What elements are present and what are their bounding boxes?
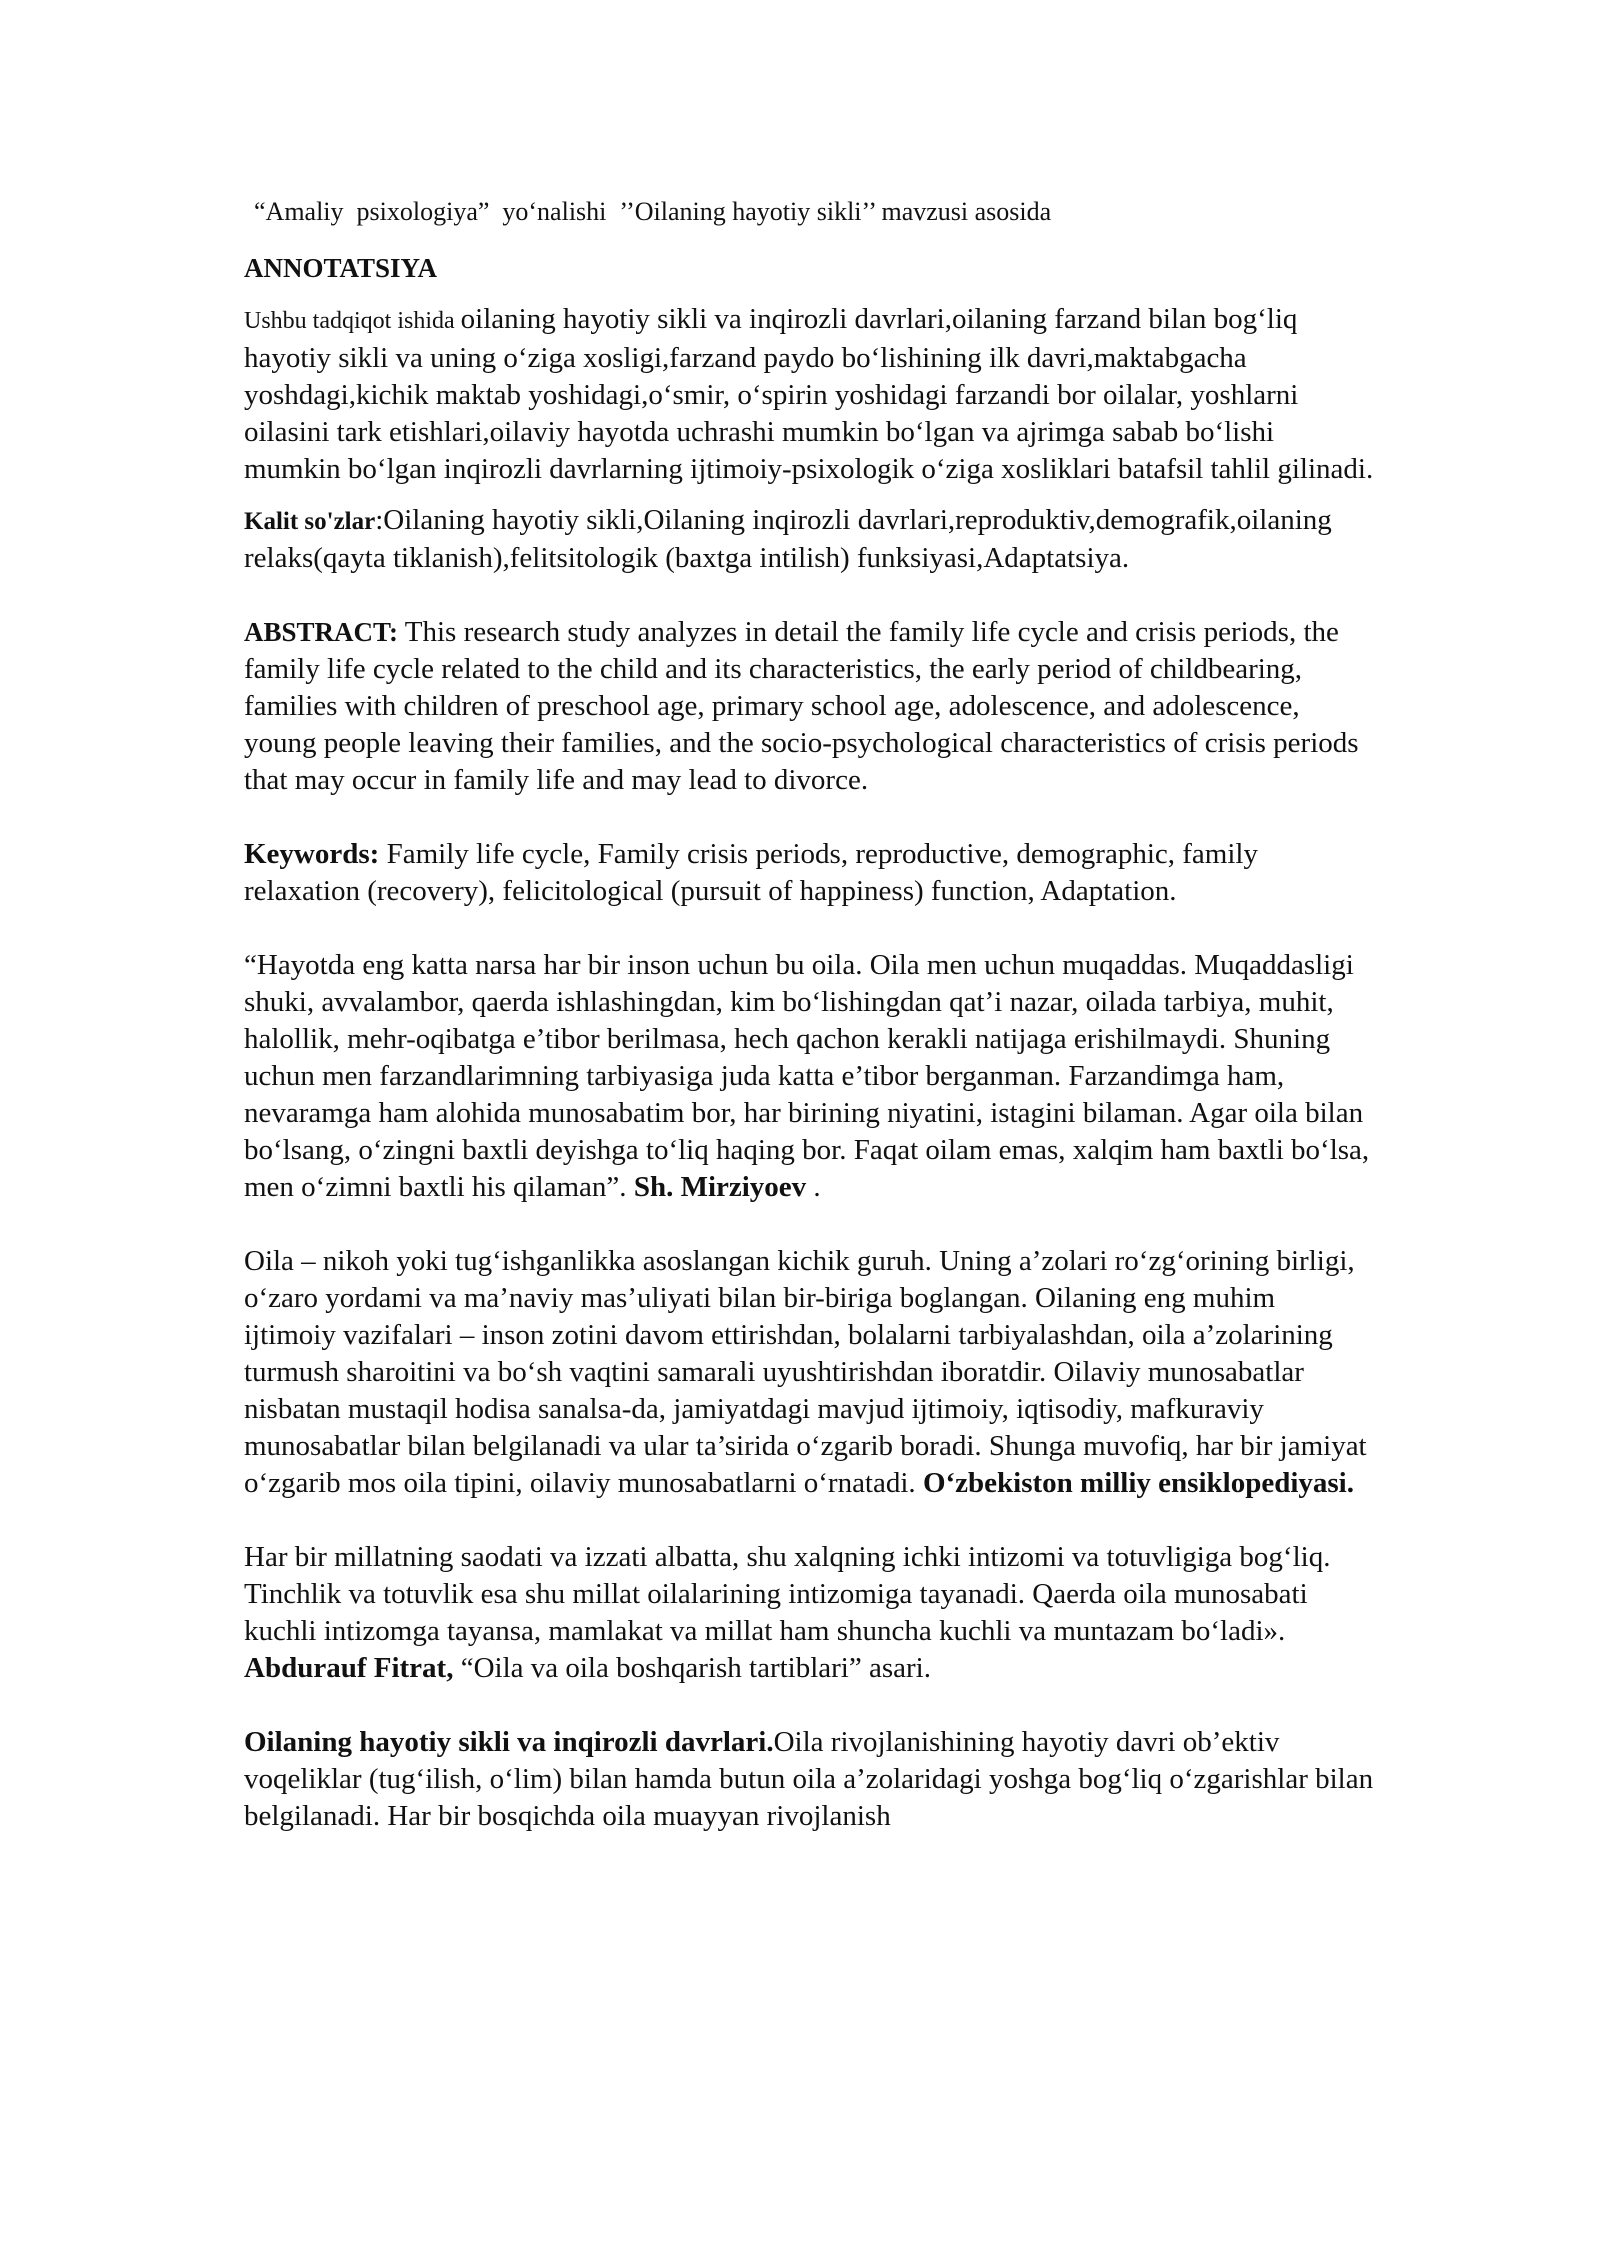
abstract-paragraph bbox=[244, 614, 1374, 799]
keywords-label: Keywords: bbox=[244, 838, 380, 870]
section-paragraph bbox=[244, 1724, 1374, 1835]
annotation-body: oilaning hayotiy sikli va inqirozli davrlari,oilaning farzand bilan bog‘liq hayotiy sikli va uning o‘ziga xosligi,farzand paydo bo‘lishining ilk davri,maktabgacha yoshdagi,kichik maktab yoshidagi,o‘smir, o‘spirin yoshidagi farzandi bor oilalar, yoshlarni oilasini tark etishlari,oilaviy hayotda uchrashi mumkin bo‘lgan va ajrimga sabab bo‘lishi mumkin bo‘lgan inqirozli davrlarning ijtimoiy-psixologik o‘ziga xosliklari batafsil tahlil gilinadi. bbox=[244, 303, 1374, 485]
mirziyoev-tail: . bbox=[806, 1171, 821, 1203]
mirziyoev-quote bbox=[244, 947, 1374, 1206]
annotation-paragraph bbox=[244, 301, 1374, 488]
kalit-sozlar-label: Kalit so'zlar bbox=[244, 508, 376, 535]
section-heading: Oilaning hayotiy sikli va inqirozli davrlari. bbox=[244, 1726, 774, 1758]
fitrat-quote-text: Har bir millatning saodati va izzati albatta, shu xalqning ichki intizomi va totuvligiga bog‘liq. Tinchlik va totuvlik esa shu millat oilalarining intizomiga tayanadi. Qaerda oila munosabati kuchli intizomga tayansa, mamlakat va millat ham shuncha kuchli va muntazam bo‘ladi». bbox=[244, 1541, 1331, 1647]
encyclopedia-quote bbox=[244, 1243, 1374, 1502]
keywords-paragraph bbox=[244, 836, 1374, 910]
fitrat-tail: “Oila va oila boshqarish tartiblari” asari. bbox=[453, 1652, 931, 1684]
section-text: Oila rivojlanishining hayotiy davri ob’ektiv voqeliklar (tug‘ilish, o‘lim) bilan hamda butun oila a’zolaridagi yoshga bog‘liq o‘zgarishlar bilan belgilanadi. Har bir bosqichda oila muayyan rivojlanish bbox=[244, 1726, 1374, 1832]
fitrat-author: Abdurauf Fitrat, bbox=[244, 1652, 454, 1684]
encyclopedia-source: O‘zbekiston milliy ensiklopediyasi. bbox=[922, 1467, 1354, 1499]
document-header: “Amaliy psixologiya” yo‘nalishi ’’Oilaning hayotiy sikli’’ mavzusi asosida bbox=[254, 197, 1052, 226]
document-page bbox=[244, 195, 1374, 1835]
abstract-text: This research study analyzes in detail the family life cycle and crisis periods, the family life cycle related to the child and its characteristics, the early period of childbearing, families with children of preschool age, primary school age, adolescence, and adolescence, young people leaving their families, and the socio-psychological characteristics of crisis periods that may occur in family life and may lead to divorce. bbox=[244, 616, 1359, 796]
kalit-sozlar-paragraph bbox=[244, 502, 1374, 577]
mirziyoev-author: Sh. Mirziyoev bbox=[633, 1171, 807, 1203]
fitrat-quote bbox=[244, 1539, 1374, 1687]
abstract-label: ABSTRACT: bbox=[244, 617, 399, 647]
encyclopedia-quote-text: Oila – nikoh yoki tug‘ishganlikka asoslangan kichik guruh. Uning a’zolari ro‘zg‘orining birligi, o‘zaro yordami va ma’naviy mas’uliyati bilan bir-biriga boglangan. Oilaning eng muhim ijtimoiy vazifalari – inson zotini davom ettirishdan, bolalarni tarbiyalashdan, oila a’zolarining turmush sharoitini va bo‘sh vaqtini samarali uyushtirishdan iboratdir. Oilaviy munosabatlar nisbatan mustaqil hodisa sanalsa-da, jamiyatdagi mavjud ijtimoiy, iqtisodiy, mafkuraviy munosabatlar bilan belgilanadi va ular ta’sirida o‘zgarib boradi. Shunga muvofiq, har bir jamiyat o‘zgarib mos oila tipini, oilaviy munosabatlarni o‘rnatadi. bbox=[244, 1245, 1367, 1499]
annotation-title: ANNOTATSIYA bbox=[244, 253, 438, 283]
annotation-lead: Ushbu tadqiqot ishida bbox=[244, 308, 461, 334]
kalit-sozlar-text: :Oilaning hayotiy sikli,Oilaning inqirozli davrlari,reproduktiv,demografik,oilaning relaks(qayta tiklanish),felitsitologik (baxtga intilish) funksiyasi,Adaptatsiya. bbox=[244, 504, 1332, 574]
keywords-text: Family life cycle, Family crisis periods, reproductive, demographic, family relaxation (recovery), felicitological (pursuit of happiness) function, Adaptation. bbox=[244, 838, 1258, 907]
mirziyoev-quote-text: “Hayotda eng katta narsa har bir inson uchun bu oila. Oila men uchun muqaddas. Muqaddasligi shuki, avvalambor, qaerda ishlashingdan, kim bo‘lishingdan qat’i nazar, oilada tarbiya, muhit, halollik, mehr-oqibatga e’tibor berilmasa, hech qachon kerakli natijaga erishilmaydi. Shuning uchun men farzandlarimning tarbiyasiga juda katta e’tibor berganman. Farzandimga ham, nevaramga ham alohida munosabatim bor, har birining niyatini, istagini bilaman. Agar oila bilan bo‘lsang, o‘zingni baxtli deyishga to‘liq haqing bor. Faqat oilam emas, xalqim ham baxtli bo‘lsa, men o‘zimni baxtli his qilaman”. bbox=[244, 949, 1370, 1203]
